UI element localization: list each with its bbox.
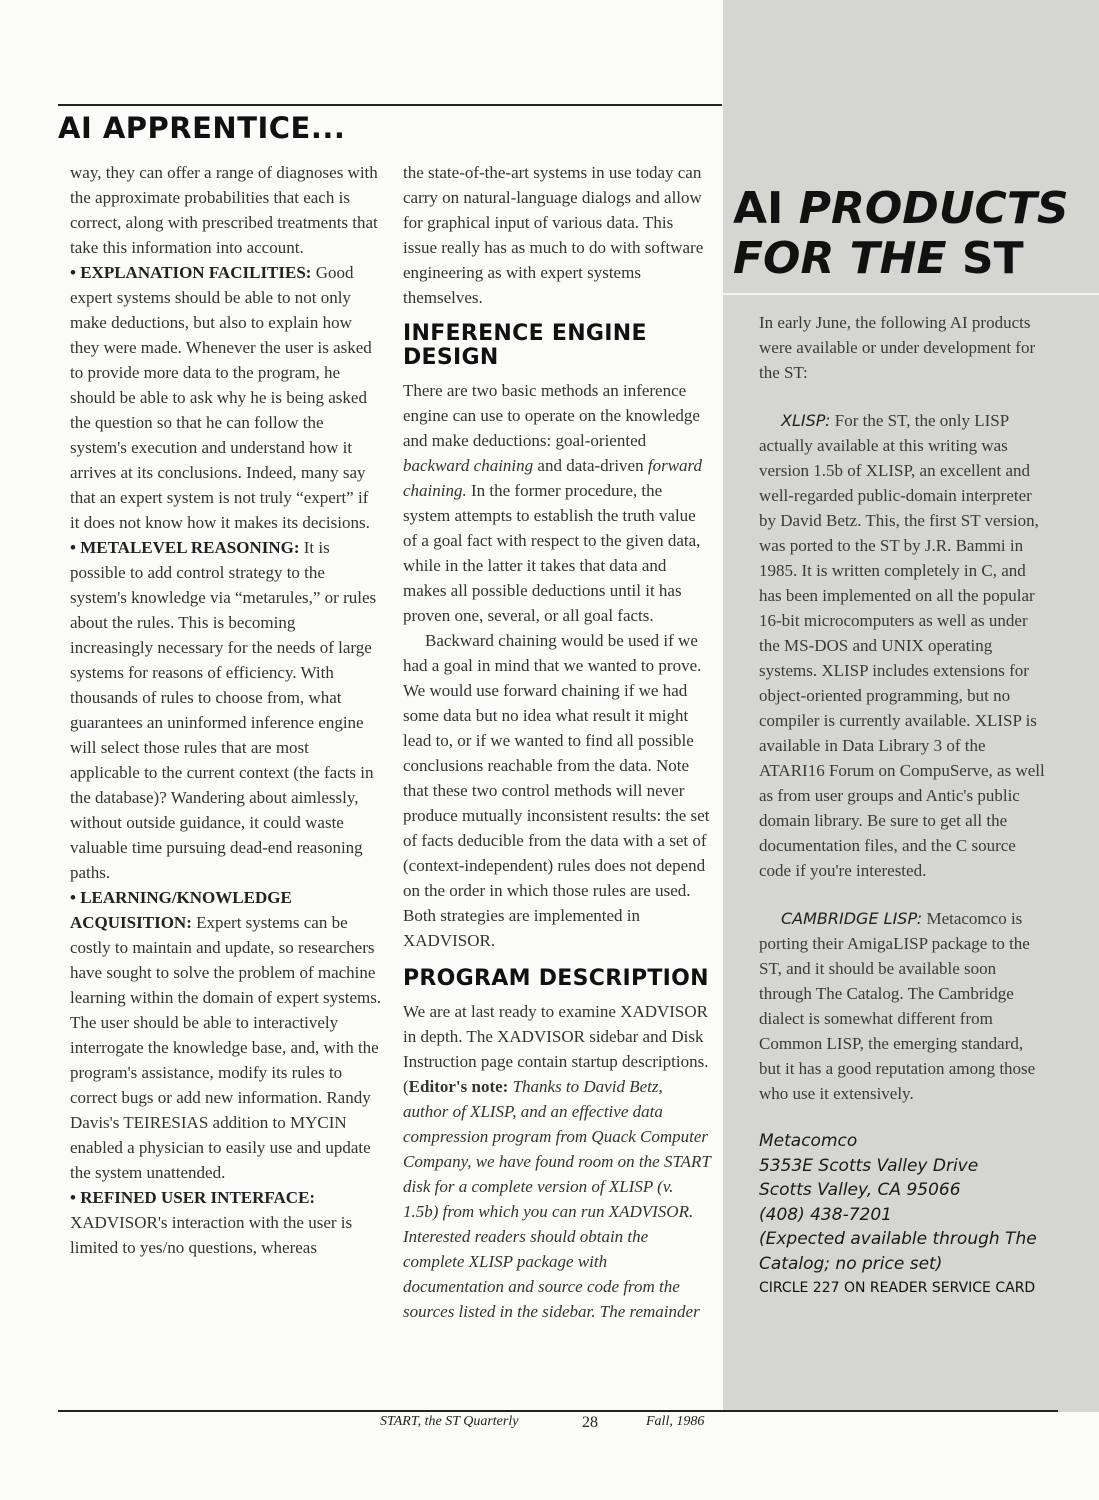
program-paragraph <box>403 999 711 1324</box>
product-cambridge-lisp <box>759 906 1049 1106</box>
address-line: 5353E Scotts Valley Drive <box>759 1155 979 1176</box>
product-xlisp <box>759 408 1049 883</box>
product-name: CAMBRIDGE LISP: <box>781 909 923 928</box>
address-line: Metacomco <box>759 1131 858 1151</box>
address-line: Catalog; no price set) <box>759 1253 943 1274</box>
reader-service-line: CIRCLE 227 ON READER SERVICE CARD <box>759 1280 1036 1296</box>
bullet-explanation-facilities <box>70 260 382 535</box>
continued-paragraph: the state-of-the-art systems in use today can carry on natural-language dialogs and allow for graphical input of various data. This issue really has as much to do with software engineering as with expert systems themselves. <box>403 163 704 307</box>
bullet-refined-user-interface <box>70 1185 382 1260</box>
bullet-metalevel-reasoning <box>70 535 382 885</box>
bullet-text: Good expert systems should be able to not only make deductions, but also to explain how they were made. Whenever the user is asked to provide more data to the program, he should be able to ask why he is being asked the question so that he can follow the system's execution and understand how it arrives at its conclusions. Indeed, many say that an expert system is not truly “expert” if it does not know how it makes its decisions. <box>70 263 372 532</box>
address-line: (408) 438-7201 <box>759 1204 892 1225</box>
sidebar-title <box>733 184 1073 284</box>
text-span: and data-driven <box>533 456 648 475</box>
sidebar-divider <box>723 293 1099 295</box>
bullet-learning-knowledge <box>70 885 382 1185</box>
address-line: (Expected available through The <box>759 1229 1037 1249</box>
section-heading-program-description: PROGRAM DESCRIPTION <box>403 966 709 991</box>
article-column-2 <box>403 160 711 1324</box>
section-heading-inference-engine: INFERENCE ENGINE DESIGN <box>403 321 647 370</box>
bullet-text: XADVISOR's interaction with the user is limited to yes/no questions, whereas <box>70 1213 353 1257</box>
bullet-heading: • REFINED USER INTERFACE: <box>70 1188 316 1207</box>
text-span: In the former procedure, the system attempts to establish the truth value of a goal fact with respect to the given data, while in the latter it takes that data and makes all possible deductions until it has proven one, several, or all goal facts. <box>403 481 701 625</box>
emphasis: backward chaining <box>403 456 534 475</box>
top-rule <box>58 104 722 106</box>
product-name: XLISP: <box>781 411 831 430</box>
sidebar-body <box>759 310 1049 1301</box>
text-span: We are at last ready to examine XADVISOR in depth. The XADVISOR sidebar and Disk Instruction page contain startup descriptions. ( <box>403 1002 709 1096</box>
bottom-rule <box>58 1410 1058 1412</box>
bullet-text: It is possible to add control strategy to the system's knowledge via “metarules,” or rules about the rules. This is becoming increasingly necessary for the needs of large systems for reasons of efficiency. With thousands of rules to choose from, what guarantees an uninformed inference engine will select those rules that are most applicable to the current context (the facts in the database)? Wandering about aimlessly, without outside guidance, it could waste valuable time pursuing dead-end reasoning paths. <box>70 538 377 882</box>
inference-paragraph-2: Backward chaining would be used if we had a goal in mind that we wanted to prove. We would use forward chaining if we had some data but no idea what result it might lead to, or if we wanted to find all possible conclusions reachable from the data. Note that these two control methods will never produce mutually inconsistent results: the set of facts deducible from the data with a set of (context-independent) rules does not depend on the order in which those rules are used. Both strategies are implemented in XADVISOR. <box>403 631 710 950</box>
title-for-the: FOR THE <box>733 233 962 284</box>
text-span: There are two basic methods an inference engine can use to operate on the knowledge and make deductions: goal-oriented <box>403 381 700 450</box>
sidebar-intro: In early June, the following AI products were available or under development for the ST: <box>759 313 1036 382</box>
footer-issue: Fall, 1986 <box>646 1414 705 1429</box>
footer-page-number: 28 <box>582 1414 598 1431</box>
title-products: PRODUCTS <box>783 183 1069 234</box>
intro-paragraph: way, they can offer a range of diagnoses with the approximate probabilities that each is correct, along with prescribed treatments that take this information into account. <box>70 163 378 257</box>
page-header: AI APPRENTICE... <box>58 111 346 145</box>
inference-paragraph-1 <box>403 378 711 628</box>
bullet-text: Expert systems can be costly to maintain and update, so researchers have sought to solve the problem of machine learning within the domain of expert systems. The user should be able to interactively interrogate the knowledge base, and, with the program's assistance, modify its rules to correct bugs or add new information. Randy Davis's TEIRESIAS addition to MYCIN enabled a physician to easily use and update the system unattended. <box>70 913 382 1182</box>
vendor-address <box>759 1129 1049 1301</box>
product-text: Metacomco is porting their AmigaLISP package to the ST, and it should be available soon through The Catalog. The Cambridge dialect is somewhat different from Common LISP, the emerging standard, but it has a good reputation among those who use it extensively. <box>759 909 1036 1103</box>
product-text: For the ST, the only LISP actually available at this writing was version 1.5b of XLISP, an excellent and well-regarded public-domain interpreter by David Betz. This, the first ST version, was ported to the ST by J.R. Bammi in 1985. It is written completely in C, and has been implemented on all the popular 16-bit microcomputers as well as under the MS-DOS and UNIX operating systems. XLISP includes extensions for object-oriented programming, but no compiler is currently available. XLISP is available in Data Library 3 of the ATARI16 Forum on CompuServe, as well as from user groups and Antic's public domain library. Be sure to get all the documentation files, and the C source code if you're interested. <box>759 411 1045 880</box>
emphasis: forward chaining. <box>403 456 703 500</box>
bullet-heading: • METALEVEL REASONING: <box>70 538 300 557</box>
bullet-heading: • EXPLANATION FACILITIES: <box>70 263 312 282</box>
footer-publication: START, the ST Quarterly <box>380 1414 519 1429</box>
address-line: Scotts Valley, CA 95066 <box>759 1180 961 1200</box>
article-column-1 <box>70 160 382 1260</box>
editors-note-label: Editor's note: <box>408 1077 509 1096</box>
editors-note-text: Thanks to David Betz, author of XLISP, and an effective data compression program from Quack Computer Company, we have found room on the START disk for a complete version of XLISP (v. 1.5b) from which you can run XADVISOR. Interested readers should obtain the complete XLISP package with documentation and source code from the sources listed in the sidebar. The remainder <box>403 1077 711 1321</box>
bullet-heading: • LEARNING/KNOWLEDGE ACQUISITION: <box>70 888 292 932</box>
title-ai: AI <box>733 183 784 234</box>
title-st: ST <box>961 233 1024 284</box>
